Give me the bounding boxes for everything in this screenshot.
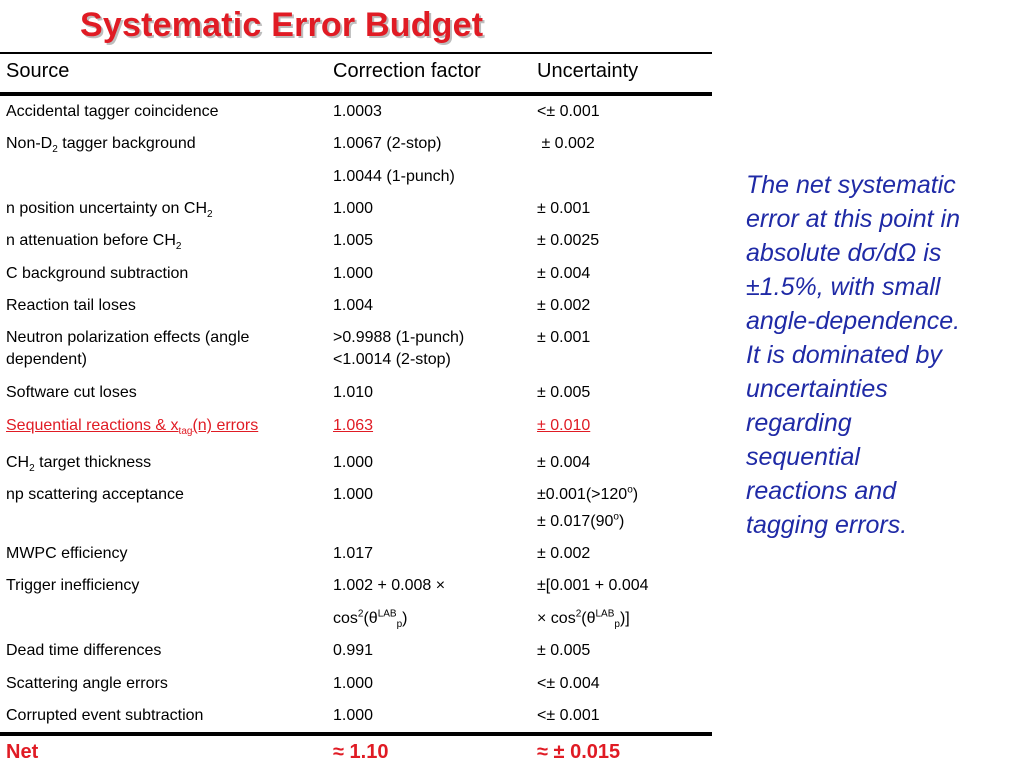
uncertainty-cell: ± 0.005 [537, 384, 591, 401]
note-line: regarding [746, 409, 852, 437]
uncertainty-cell: ± 0.004 [537, 454, 591, 471]
note-line: uncertainties [746, 375, 888, 403]
uncertainty-cell: ± 0.001 [537, 200, 591, 217]
uncertainty-cell: ± 0.0025 [537, 232, 600, 249]
source-cell: Scattering angle errors [6, 675, 168, 692]
uncertainty-cell: × $\cos^2(\theta^{LAB}_p)$] [537, 608, 630, 631]
header-correction-factor: Correction factor [333, 60, 481, 82]
correction-cell: 1.010 [333, 384, 374, 401]
source-cell: Non-$D_2$ tagger background [6, 135, 196, 156]
note-line: The net systematic [746, 171, 956, 199]
table-top-rule [0, 52, 712, 54]
uncertainty-cell: <± 0.001 [537, 103, 600, 120]
correction-cell: 1.017 [333, 545, 374, 562]
table-bottom-rule [0, 732, 712, 736]
source-cell: Corrupted event subtraction [6, 707, 204, 724]
correction-cell: 1.000 [333, 454, 374, 471]
correction-cell: 1.000 [333, 707, 374, 724]
note-line: absolute dσ/dΩ is [746, 239, 942, 267]
source-cell: n attenuation before $CH_2$ [6, 232, 182, 253]
correction-cell: 1.004 [333, 297, 374, 314]
correction-cell: 1.000 [333, 675, 374, 692]
page-title: Systematic Error Budget [80, 6, 484, 44]
correction-cell: 1.000 [333, 200, 374, 217]
correction-cell: 1.005 [333, 232, 374, 249]
note-line: sequential [746, 443, 860, 471]
uncertainty-cell: ± 0.002 [537, 135, 595, 152]
table-header-rule [0, 92, 712, 96]
source-cell: C background subtraction [6, 265, 189, 282]
note-line: angle-dependence. [746, 307, 961, 335]
note-line: tagging errors. [746, 511, 908, 539]
net-uncertainty: ≈ ± 0.015 [537, 741, 621, 763]
source-cell: Accidental tagger coincidence [6, 103, 219, 120]
source-cell: Software cut loses [6, 384, 137, 401]
note-line: reactions and [746, 477, 897, 505]
correction-cell: 1.0003 [333, 103, 382, 120]
uncertainty-cell: ± 0.004 [537, 265, 591, 282]
source-cell: n position uncertainty on $CH_2$ [6, 200, 213, 221]
header-uncertainty: Uncertainty [537, 60, 639, 82]
uncertainty-cell: ± 0.005 [537, 642, 591, 659]
uncertainty-cell: ±[0.001 + 0.004 [537, 577, 649, 594]
correction-cell: 1.000 [333, 265, 374, 282]
source-cell: np scattering acceptance [6, 486, 184, 503]
source-cell: Neutron polarization effects (angle dependent) [6, 329, 250, 368]
summary-note [746, 168, 1008, 542]
uncertainty-cell: ± $0.017(90^o)$ [537, 511, 625, 530]
uncertainty-cell: ± 0.002 [537, 545, 591, 562]
correction-cell: 1.000 [333, 486, 374, 503]
source-cell: MWPC efficiency [6, 545, 128, 562]
correction-cell: 1.0067 (2-stop) [333, 135, 442, 152]
net-label: Net [6, 741, 39, 763]
correction-cell: $\cos^2(\theta^{LAB}_p)$ [333, 608, 408, 631]
correction-cell: 1.0044 (1-punch) [333, 168, 455, 185]
correction-cell: 0.991 [333, 642, 374, 659]
note-line: error at this point in [746, 205, 960, 233]
correction-cell: 1.063 [333, 417, 374, 434]
source-cell: $CH_2$ target thickness [6, 454, 152, 475]
uncertainty-cell: <± 0.001 [537, 707, 600, 724]
source-cell: Sequential reactions & $x_{tag}(n)$ errors [6, 417, 259, 438]
note-line: ±1.5%, with small [746, 273, 941, 301]
uncertainty-cell: ± 0.002 [537, 297, 591, 314]
source-cell: Reaction tail loses [6, 297, 136, 314]
source-cell: Trigger inefficiency [6, 577, 140, 594]
correction-cell: >0.9988 (1-punch) <1.0014 (2-stop) [333, 329, 465, 368]
uncertainty-cell: $\pm 0.001(>120^o)$ [537, 484, 639, 503]
uncertainty-cell: <± 0.004 [537, 675, 600, 692]
net-correction: ≈ 1.10 [333, 741, 389, 763]
uncertainty-cell: ± 0.010 [537, 417, 591, 434]
header-source: Source [6, 60, 70, 82]
source-cell: Dead time differences [6, 642, 162, 659]
correction-cell: 1.002 + 0.008 × [333, 577, 446, 594]
uncertainty-cell: ± 0.001 [537, 329, 591, 346]
note-line: It is dominated by [746, 341, 942, 369]
